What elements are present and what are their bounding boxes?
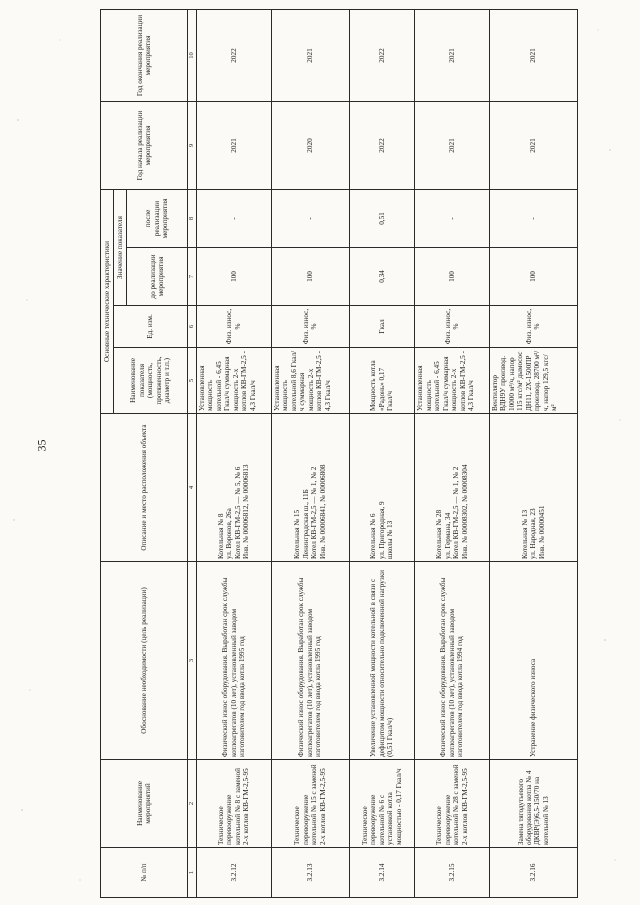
row-name: Техническое перевооружение котельной № 28 с заменой 2-х котлов КВ-ГМ-2,5-95 — [415, 760, 490, 848]
row-reason: Физический износ оборудования. Выработан срок службы котлоагрегатов (10 лет), установленный заводом изготовителем год ввода котла 1994 год — [415, 562, 490, 760]
row-end-year: 2021 — [415, 10, 490, 102]
row-param: Установленная мощность котельной - 6,45 Гкал/ч суммарная мощность 2-х котлов КВ-ГМ-2,5 - 4,3 Гкал/ч — [197, 348, 272, 414]
row-before: 100 — [197, 248, 272, 306]
row-unit: Физ. износ, % — [271, 306, 349, 348]
col-header-number: № п/п — [101, 848, 188, 898]
row-id: 3.2.14 — [349, 848, 415, 898]
col-header-object: Описание и место расположения объекта — [101, 414, 188, 562]
row-param: Установленная мощность котельной - 6,45 Гкал/ч суммарная мощность 2-х котлов КВ-ГМ-2,5 - 4,3 Гкал/ч — [415, 348, 490, 414]
table-row — [489, 10, 577, 898]
row-unit: Гкал — [349, 306, 415, 348]
row-after: 0,51 — [349, 190, 415, 248]
col-number: 10 — [188, 10, 197, 102]
rotated-table-container — [100, 10, 578, 898]
row-id: 3.2.15 — [415, 848, 490, 898]
row-name: Техническое перевооружение котельной № 8 с заменой 2-х котлов КВ-ГМ-2,5-95 — [197, 760, 272, 848]
row-reason: Увеличение установленной мощности котельной в связи с дефицитом мощности относительно подключенной нагрузки (0,51 Гкал/ч) — [349, 562, 415, 760]
row-object: Котельная № 6 ул. Пригородная, 9 школы № 13 — [349, 414, 415, 562]
row-start-year: 2021 — [489, 102, 577, 190]
row-param: Установленная мощность котельной 8,6 Гкал/ч суммарная мощность 2-х котлов КВ-ГМ-2,5 - 4,3 Гкал/ч — [271, 348, 349, 414]
row-end-year: 2022 — [197, 10, 272, 102]
row-end-year: 2021 — [489, 10, 577, 102]
table-row — [415, 10, 490, 898]
row-end-year: 2021 — [271, 10, 349, 102]
row-end-year: 2022 — [349, 10, 415, 102]
row-before: 100 — [489, 248, 577, 306]
row-reason: Физический износ оборудования. Выработан срок службы котлоагрегатов (10 лет), установленный заводом изготовителем год ввода котла 1995 год — [271, 562, 349, 760]
row-start-year: 2022 — [349, 102, 415, 190]
row-name: Замена тягодутьевого оборудования котла № 4 ДКВР(Э)6,5-150/70 на котельной № 13 — [489, 760, 577, 848]
col-number: 6 — [188, 306, 197, 348]
col-header-param: Наименование показателя (мощность, протяженность, диаметр и т.п.) — [114, 348, 188, 414]
col-header-unit: Ед. изм. — [114, 306, 188, 348]
row-param: Мощность котла «Радонь» 0,17 Гкал/ч — [349, 348, 415, 414]
row-reason: Физический износ оборудования. Выработан срок службы котлоагрегатов (10 лет), установленный заводом изготовителем год ввода котла 1995 год — [197, 562, 272, 760]
row-name: Техническое перевооружение котельной № 15 с заменой 2-х котлов КВ-ГМ-2,5-95 — [271, 760, 349, 848]
table-row — [271, 10, 349, 898]
col-number: 3 — [188, 562, 197, 760]
row-start-year: 2020 — [271, 102, 349, 190]
col-number: 1 — [188, 848, 197, 898]
table-row — [349, 10, 415, 898]
row-before: 0,34 — [349, 248, 415, 306]
row-id: 3.2.16 — [489, 848, 577, 898]
row-param: Вентилятор ВДН9У производ. 10000 м³/ч, напор 115 кгс/м² дымосос ДН11, 2Х-1500ПР производ. 28700 м³/ч, напор 129,5 кгс/м² — [489, 348, 577, 414]
row-before: 100 — [415, 248, 490, 306]
row-after: - — [197, 190, 272, 248]
col-header-tech-group: Основные технические характеристики — [101, 190, 114, 414]
row-object: Котельная № 15 Ленинградская ш., 11Б Котел КВ-ГМ-2,5 — № 1, № 2 Инв. № 00006841, № 00006808 — [271, 414, 349, 562]
row-after: - — [415, 190, 490, 248]
row-unit: Физ. износ, % — [489, 306, 577, 348]
col-number: 8 — [188, 190, 197, 248]
col-number: 7 — [188, 248, 197, 306]
col-number: 9 — [188, 102, 197, 190]
page-number: 35 — [34, 439, 49, 452]
row-start-year: 2021 — [415, 102, 490, 190]
col-number: 2 — [188, 760, 197, 848]
col-number: 4 — [188, 414, 197, 562]
col-header-reason: Обоснование необходимости (цель реализации) — [101, 562, 188, 760]
col-number: 5 — [188, 348, 197, 414]
row-unit: Физ. износ, % — [197, 306, 272, 348]
table-row — [197, 10, 272, 898]
row-after: - — [271, 190, 349, 248]
row-id: 3.2.12 — [197, 848, 272, 898]
row-object: Котельная № 28 ул. Германа, 34 Котел КВ-ГМ-2,5 — № 1, № 2 Инв. № 00008302, № 00008304 — [415, 414, 490, 562]
col-header-name: Наименование мероприятий — [101, 760, 188, 848]
col-header-before: до реализации мероприятия — [127, 248, 188, 306]
row-object: Котельная № 13 ул. Народная, 23 Инв. № 00000451 — [489, 414, 577, 562]
row-after: - — [489, 190, 577, 248]
col-header-after: после реализации мероприятия — [127, 190, 188, 248]
col-header-values-group: Значение показателя — [114, 190, 127, 306]
row-start-year: 2021 — [197, 102, 272, 190]
col-header-end-year: Год окончания реализации мероприятия — [101, 10, 188, 102]
measures-table — [100, 9, 578, 898]
row-id: 3.2.13 — [271, 848, 349, 898]
row-object: Котельная № 8 ул. Воронов, 26а Котел КВ-ГМ-2,5 — № 5, № 6 Инв. № 00006812, № 00006813 — [197, 414, 272, 562]
row-name: Техническое перевооружение котельной № 6 с установкой котла мощностью - 0,17 Гкал/ч — [349, 760, 415, 848]
row-unit: Физ. износ, % — [415, 306, 490, 348]
row-before: 100 — [271, 248, 349, 306]
col-header-start-year: Год начала реализации мероприятия — [101, 102, 188, 190]
row-reason: Устранение физического износа — [489, 562, 577, 760]
